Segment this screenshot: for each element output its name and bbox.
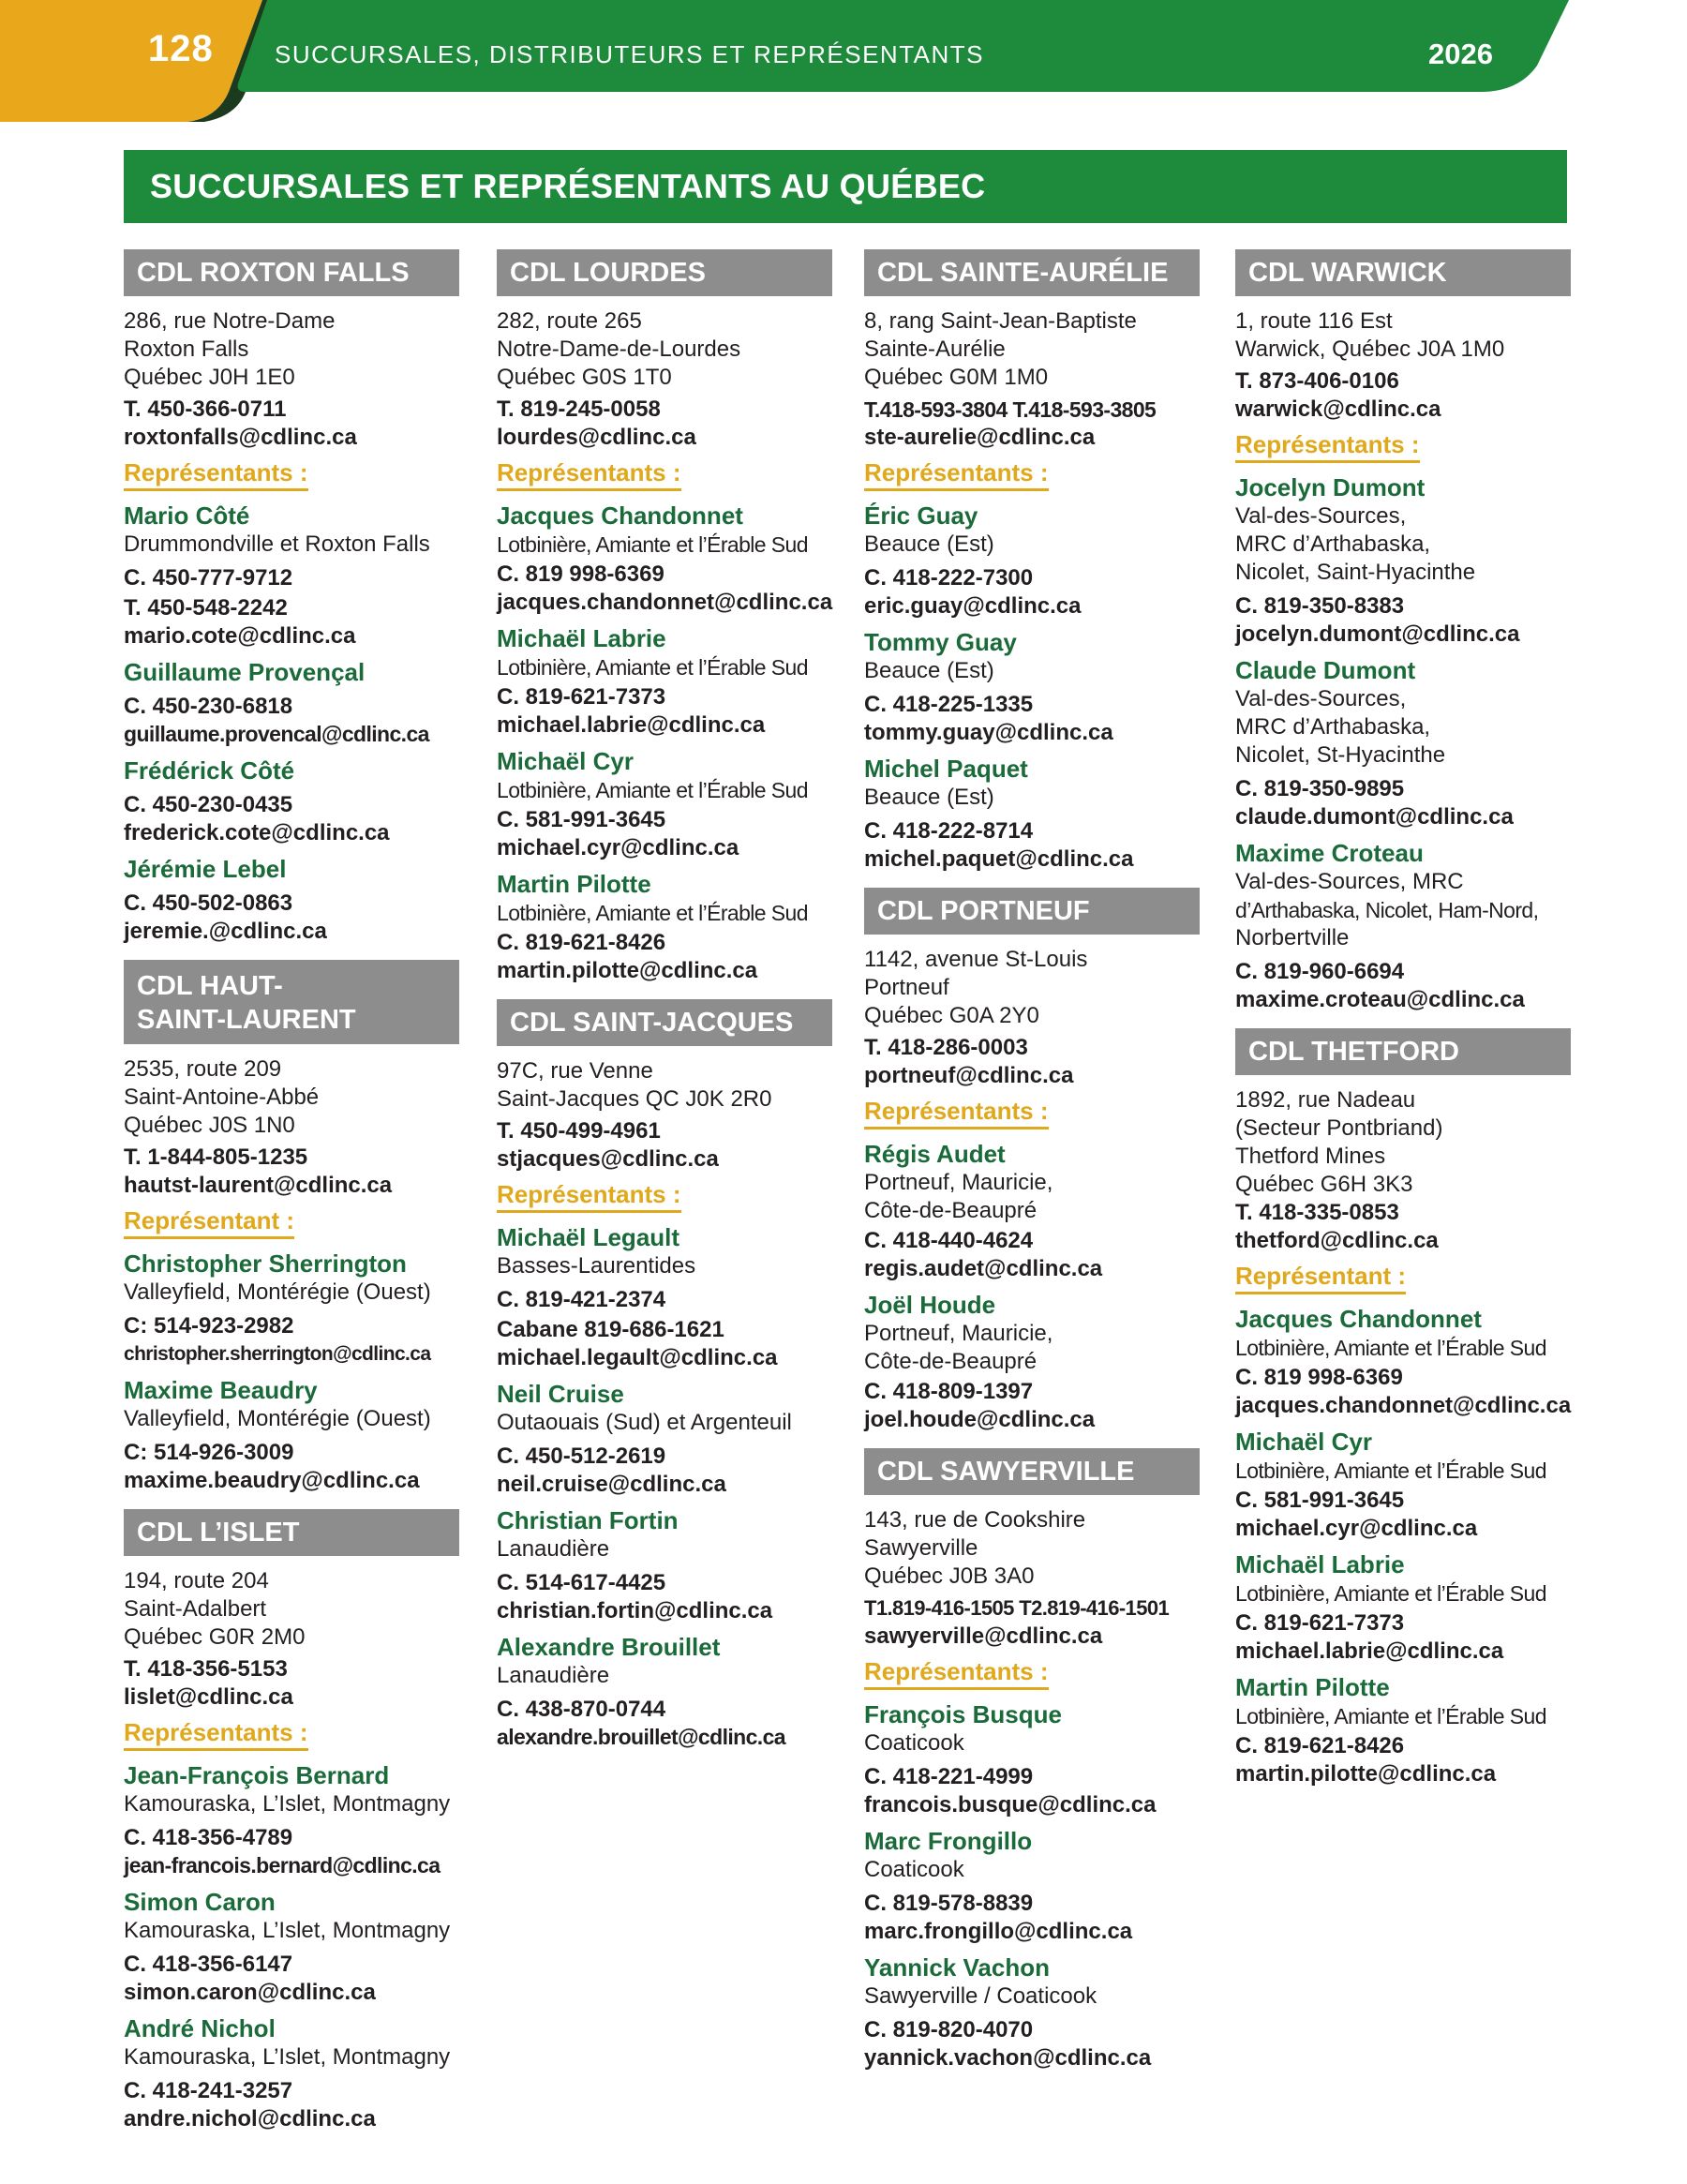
- column-1: [124, 249, 463, 2147]
- rep-email[interactable]: jocelyn.dumont@cdlinc.ca: [1235, 621, 1520, 647]
- rep-phone: C. 819-350-8383: [1235, 593, 1405, 619]
- address-line: Notre-Dame-de-Lourdes: [497, 337, 741, 362]
- representatives-label: Représentants :: [1235, 430, 1420, 463]
- address-line: Saint-Jacques QC J0K 2R0: [497, 1086, 772, 1112]
- running-title: SUCCURSALES, DISTRIBUTEURS ET REPRÉSENTANTS: [275, 40, 984, 68]
- rep-email[interactable]: tommy.guay@cdlinc.ca: [864, 720, 1113, 745]
- rep-phone: C: 514-926-3009: [124, 1440, 294, 1465]
- representatives-label: Représentants :: [497, 1180, 681, 1213]
- branch-heading: CDL SAWYERVILLE: [864, 1448, 1200, 1495]
- address-line: 1142, avenue St-Louis: [864, 947, 1088, 972]
- branch-heading: CDL THETFORD: [1235, 1028, 1571, 1075]
- rep-area: Val-des-Sources, MRC: [1235, 869, 1464, 894]
- rep-name: Michaël Legault: [497, 1223, 680, 1251]
- rep-name: Christian Fortin: [497, 1506, 679, 1534]
- rep-phone: C. 418-221-4999: [864, 1764, 1034, 1789]
- rep-area: Drummondville et Roxton Falls: [124, 531, 430, 557]
- rep-email[interactable]: andre.nichol@cdlinc.ca: [124, 2106, 376, 2132]
- header-band: [0, 0, 1687, 122]
- address-line: Sawyerville: [864, 1535, 978, 1561]
- rep-name: Martin Pilotte: [1235, 1673, 1390, 1701]
- rep-phone: C. 819 998-6369: [1235, 1365, 1403, 1390]
- branch-heading: CDL ROXTON FALLS: [124, 249, 459, 296]
- rep-entry: [124, 657, 463, 748]
- rep-area: Lotbinière, Amiante et l’Érable Sud: [1235, 1704, 1546, 1728]
- rep-phone: Cabane 819-686-1621: [497, 1317, 724, 1342]
- rep-phone: C. 819-621-8426: [497, 930, 666, 955]
- rep-name: Jacques Chandonnet: [497, 501, 743, 530]
- rep-entry: [497, 869, 836, 984]
- branch-heading: CDL PORTNEUF: [864, 888, 1200, 935]
- rep-email[interactable]: marc.frongillo@cdlinc.ca: [864, 1919, 1133, 1944]
- address-line: 282, route 265: [497, 308, 642, 334]
- rep-email[interactable]: martin.pilotte@cdlinc.ca: [497, 958, 758, 983]
- rep-email[interactable]: maxime.croteau@cdlinc.ca: [1235, 987, 1525, 1012]
- rep-phone: C. 418-440-4624: [864, 1228, 1034, 1253]
- rep-area: Kamouraska, L’Islet, Montmagny: [124, 1918, 451, 1943]
- branch-heading-line: CDL HAUT-: [137, 971, 283, 1001]
- rep-name: François Busque: [864, 1700, 1062, 1728]
- section-banner: [124, 150, 1567, 223]
- representatives-label: Représentants :: [124, 458, 308, 491]
- rep-email[interactable]: simon.caron@cdlinc.ca: [124, 1980, 376, 2005]
- rep-email[interactable]: francois.busque@cdlinc.ca: [864, 1792, 1157, 1818]
- rep-area: Lotbinière, Amiante et l’Érable Sud: [497, 532, 808, 557]
- rep-phone: C. 819-960-6694: [1235, 959, 1405, 984]
- address-line: Thetford Mines: [1235, 1144, 1386, 1169]
- branch-email[interactable]: hautst-laurent@cdlinc.ca: [124, 1173, 393, 1198]
- branch-portneuf: [864, 888, 1203, 1433]
- branch-phone: T. 873-406-0106: [1235, 368, 1399, 394]
- column-4: [1235, 249, 1575, 1803]
- representatives-label: Représentants :: [497, 458, 681, 491]
- address-line: Sainte-Aurélie: [864, 337, 1006, 362]
- branch-phone: T. 450-499-4961: [497, 1118, 661, 1144]
- rep-area: Portneuf, Mauricie,: [864, 1321, 1053, 1346]
- branch-email[interactable]: sawyerville@cdlinc.ca: [864, 1623, 1103, 1649]
- address-line: 97C, rue Venne: [497, 1058, 653, 1084]
- rep-phone: C. 438-870-0744: [497, 1697, 666, 1722]
- branch-phone: T. 1-844-805-1235: [124, 1144, 308, 1170]
- rep-entry: [124, 755, 463, 846]
- branch-heading: CDL WARWICK: [1235, 249, 1571, 296]
- address-line: 286, rue Notre-Dame: [124, 308, 336, 334]
- rep-area: Portneuf, Mauricie,: [864, 1170, 1053, 1195]
- rep-phone: C. 581-991-3645: [497, 807, 666, 832]
- rep-phone: C. 418-241-3257: [124, 2078, 293, 2103]
- rep-phone: C. 819-820-4070: [864, 2017, 1034, 2042]
- rep-phone: C: 514-923-2982: [124, 1313, 294, 1339]
- address-line: Warwick, Québec J0A 1M0: [1235, 337, 1505, 362]
- rep-phone: C. 450-512-2619: [497, 1444, 666, 1469]
- rep-email[interactable]: neil.cruise@cdlinc.ca: [497, 1472, 726, 1497]
- rep-email[interactable]: claude.dumont@cdlinc.ca: [1235, 804, 1514, 830]
- rep-area: Nicolet, Saint-Hyacinthe: [1235, 560, 1476, 585]
- rep-name: André Nichol: [124, 2014, 276, 2042]
- branch-lislet: [124, 1509, 463, 2132]
- rep-area: Beauce (Est): [864, 531, 994, 557]
- address-line: Québec G0M 1M0: [864, 365, 1049, 390]
- rep-phone: C. 418-809-1397: [864, 1379, 1034, 1404]
- rep-phone: C. 819-578-8839: [864, 1891, 1034, 1916]
- rep-name: Jacques Chandonnet: [1235, 1305, 1482, 1333]
- address-line: 2535, route 209: [124, 1056, 282, 1082]
- rep-phone: C. 819-350-9895: [1235, 776, 1405, 801]
- rep-name: Neil Cruise: [497, 1380, 624, 1408]
- branch-lourdes: [497, 249, 836, 984]
- rep-email[interactable]: michael.cyr@cdlinc.ca: [497, 835, 739, 860]
- rep-name: Guillaume Provençal: [124, 658, 366, 686]
- rep-name: Michaël Cyr: [1235, 1428, 1372, 1456]
- rep-area: MRC d’Arthabaska,: [1235, 531, 1431, 557]
- address-line: Québec G6H 3K3: [1235, 1172, 1413, 1197]
- branch-phone: T. 450-366-0711: [124, 396, 287, 422]
- section-title: SUCCURSALES ET REPRÉSENTANTS AU QUÉBEC: [150, 167, 986, 205]
- rep-area: Val-des-Sources,: [1235, 686, 1407, 711]
- rep-entry: [864, 754, 1203, 873]
- rep-email[interactable]: maxime.beaudry@cdlinc.ca: [124, 1468, 420, 1493]
- address-line: Saint-Adalbert: [124, 1596, 267, 1622]
- rep-entry: [1235, 1549, 1575, 1665]
- rep-entry: [124, 2013, 463, 2132]
- rep-email[interactable]: jean-francois.bernard@cdlinc.ca: [124, 1853, 440, 1877]
- rep-email[interactable]: frederick.cote@cdlinc.ca: [124, 820, 390, 845]
- rep-area: Beauce (Est): [864, 785, 994, 810]
- rep-entry: [864, 1699, 1203, 1818]
- rep-email[interactable]: christian.fortin@cdlinc.ca: [497, 1598, 773, 1623]
- rep-email[interactable]: jeremie.@cdlinc.ca: [124, 919, 327, 944]
- branch-warwick: [1235, 249, 1575, 1013]
- rep-name: Claude Dumont: [1235, 656, 1416, 684]
- rep-email[interactable]: martin.pilotte@cdlinc.ca: [1235, 1761, 1497, 1787]
- branch-phone: T. 819-245-0058: [497, 396, 661, 422]
- rep-area: Kamouraska, L’Islet, Montmagny: [124, 1791, 451, 1817]
- branch-phone: T. 418-356-5153: [124, 1656, 288, 1682]
- rep-name: Michaël Labrie: [497, 624, 666, 652]
- rep-email[interactable]: michael.labrie@cdlinc.ca: [497, 712, 766, 738]
- rep-phone: C. 418-356-6147: [124, 1952, 293, 1977]
- rep-email[interactable]: guillaume.provencal@cdlinc.ca: [124, 722, 429, 746]
- rep-email[interactable]: jacques.chandonnet@cdlinc.ca: [1235, 1393, 1572, 1418]
- address-line: Québec J0S 1N0: [124, 1113, 295, 1138]
- rep-name: Maxime Croteau: [1235, 839, 1424, 867]
- rep-area: Val-des-Sources,: [1235, 503, 1407, 529]
- rep-entry: [124, 501, 463, 650]
- rep-entry: [1235, 838, 1575, 1013]
- rep-phone: C. 450-230-6818: [124, 694, 293, 719]
- branch-heading: CDL LOURDES: [497, 249, 832, 296]
- rep-phone: C. 819 998-6369: [497, 561, 664, 587]
- branch-phone: T1.819-416-1505 T2.819-416-1501: [864, 1596, 1170, 1620]
- branch-phone: T.418-593-3804 T.418-593-3805: [864, 397, 1157, 422]
- rep-entry: [497, 1505, 836, 1624]
- rep-entry: [497, 746, 836, 861]
- address-line: 8, rang Saint-Jean-Baptiste: [864, 308, 1137, 334]
- branch-heading: CDL SAINTE-AURÉLIE: [864, 249, 1200, 296]
- rep-name: Michel Paquet: [864, 755, 1028, 783]
- branch-heading: [124, 960, 459, 1044]
- branch-email[interactable]: lislet@cdlinc.ca: [124, 1684, 293, 1710]
- rep-area: Beauce (Est): [864, 658, 994, 683]
- rep-phone: C. 514-617-4425: [497, 1570, 666, 1595]
- branch-email[interactable]: portneuf@cdlinc.ca: [864, 1063, 1074, 1088]
- rep-phone: C. 418-222-7300: [864, 565, 1034, 591]
- rep-area: Coaticook: [864, 1857, 964, 1882]
- branch-email[interactable]: lourdes@cdlinc.ca: [497, 425, 696, 450]
- rep-phone: C. 450-777-9712: [124, 565, 293, 591]
- branch-phone: T. 418-335-0853: [1235, 1200, 1399, 1225]
- rep-email[interactable]: michael.cyr@cdlinc.ca: [1235, 1516, 1478, 1541]
- rep-name: Jean-François Bernard: [124, 1761, 390, 1789]
- address-line: Saint-Antoine-Abbé: [124, 1085, 320, 1110]
- rep-entry: [124, 1760, 463, 1879]
- rep-phone: C. 418-222-8714: [864, 818, 1034, 844]
- rep-name: Jérémie Lebel: [124, 855, 287, 883]
- rep-area: Lotbinière, Amiante et l’Érable Sud: [1235, 1458, 1546, 1483]
- branch-email[interactable]: roxtonfalls@cdlinc.ca: [124, 425, 357, 450]
- rep-entry: [1235, 1672, 1575, 1788]
- branch-email[interactable]: ste-aurelie@cdlinc.ca: [864, 425, 1096, 450]
- address-line: Portneuf: [864, 975, 949, 1000]
- rep-entry: [864, 501, 1203, 620]
- branch-phone: T. 418-286-0003: [864, 1035, 1028, 1060]
- rep-name: Simon Caron: [124, 1888, 276, 1916]
- rep-name: Frédérick Côté: [124, 756, 295, 785]
- address-line: 194, route 204: [124, 1568, 269, 1593]
- rep-email[interactable]: jacques.chandonnet@cdlinc.ca: [497, 590, 833, 615]
- rep-entry: [1235, 655, 1575, 830]
- rep-email[interactable]: eric.guay@cdlinc.ca: [864, 593, 1082, 619]
- branch-sainte-aurelie: [864, 249, 1203, 873]
- rep-email[interactable]: alexandre.brouillet@cdlinc.ca: [497, 1725, 785, 1749]
- rep-phone: C. 450-230-0435: [124, 792, 293, 817]
- representatives-label: Représentant :: [1235, 1262, 1406, 1294]
- rep-entry: [497, 1632, 836, 1751]
- rep-area: Côte-de-Beaupré: [864, 1349, 1038, 1374]
- rep-email[interactable]: christopher.sherrington@cdlinc.ca: [124, 1343, 431, 1365]
- branch-email[interactable]: thetford@cdlinc.ca: [1235, 1228, 1439, 1253]
- rep-phone: C. 819-621-7373: [497, 684, 666, 710]
- rep-name: Maxime Beaudry: [124, 1376, 318, 1404]
- rep-entry: [864, 1290, 1203, 1433]
- rep-name: Tommy Guay: [864, 628, 1017, 656]
- rep-area: Lanaudière: [497, 1663, 610, 1688]
- rep-phone: C. 450-502-0863: [124, 890, 293, 916]
- rep-name: Martin Pilotte: [497, 870, 651, 898]
- rep-phone: C. 819-621-7373: [1235, 1610, 1405, 1636]
- branch-roxton-falls: [124, 249, 463, 945]
- rep-name: Christopher Sherrington: [124, 1249, 407, 1278]
- address-line: (Secteur Pontbriand): [1235, 1115, 1443, 1141]
- rep-area: Lotbinière, Amiante et l’Érable Sud: [1235, 1336, 1546, 1360]
- rep-entry: [1235, 1427, 1575, 1542]
- rep-email[interactable]: joel.houde@cdlinc.ca: [864, 1407, 1096, 1432]
- representatives-label: Représentants :: [864, 1657, 1049, 1690]
- rep-area: Lotbinière, Amiante et l’Érable Sud: [497, 655, 808, 680]
- rep-area: Coaticook: [864, 1730, 964, 1756]
- branch-heading: CDL SAINT-JACQUES: [497, 999, 832, 1046]
- address-line: Québec J0B 3A0: [864, 1563, 1035, 1589]
- rep-entry: [497, 1379, 836, 1498]
- rep-area: Basses-Laurentides: [497, 1253, 696, 1279]
- representatives-label: Représentants :: [124, 1718, 308, 1751]
- representatives-label: Représentants :: [864, 1097, 1049, 1129]
- branch-sawyerville: [864, 1448, 1203, 2072]
- rep-area: Lotbinière, Amiante et l’Érable Sud: [1235, 1581, 1546, 1606]
- rep-area: Nicolet, St-Hyacinthe: [1235, 742, 1446, 768]
- rep-entry: [864, 1952, 1203, 2072]
- address-line: 143, rue de Cookshire: [864, 1507, 1086, 1533]
- rep-phone: C. 819-421-2374: [497, 1287, 666, 1312]
- rep-name: Michaël Labrie: [1235, 1550, 1405, 1578]
- rep-entry: [1235, 1304, 1575, 1419]
- rep-area: Sawyerville / Coaticook: [864, 1983, 1097, 2009]
- year-label: 2026: [1428, 37, 1493, 70]
- rep-email[interactable]: michael.legault@cdlinc.ca: [497, 1345, 778, 1370]
- address-line: Québec G0R 2M0: [124, 1624, 306, 1650]
- branch-heading: CDL L’ISLET: [124, 1509, 459, 1556]
- rep-area: Lotbinière, Amiante et l’Érable Sud: [497, 778, 808, 802]
- column-3: [864, 249, 1203, 2087]
- rep-phone: C. 819-621-8426: [1235, 1733, 1405, 1758]
- rep-area: Kamouraska, L’Islet, Montmagny: [124, 2044, 451, 2070]
- address-line: Québec G0S 1T0: [497, 365, 672, 390]
- rep-entry: [497, 623, 836, 739]
- rep-area: d’Arthabaska, Nicolet, Ham-Nord,: [1235, 898, 1539, 922]
- rep-entry: [124, 1887, 463, 2006]
- rep-name: Régis Audet: [864, 1140, 1006, 1168]
- rep-entry: [124, 1375, 463, 1494]
- rep-area: Côte-de-Beaupré: [864, 1198, 1038, 1223]
- representatives-label: Représentants :: [864, 458, 1049, 491]
- rep-name: Michaël Cyr: [497, 747, 634, 775]
- address-line: 1892, rue Nadeau: [1235, 1087, 1416, 1113]
- rep-phone: C. 418-356-4789: [124, 1825, 293, 1850]
- rep-area: MRC d’Arthabaska,: [1235, 714, 1431, 740]
- rep-name: Alexandre Brouillet: [497, 1633, 721, 1661]
- rep-email[interactable]: mario.cote@cdlinc.ca: [124, 623, 356, 649]
- rep-name: Jocelyn Dumont: [1235, 473, 1426, 501]
- rep-name: Marc Frongillo: [864, 1827, 1033, 1855]
- rep-entry: [864, 627, 1203, 746]
- rep-entry: [124, 1249, 463, 1368]
- rep-entry: [864, 1139, 1203, 1282]
- page-number: 128: [148, 28, 214, 69]
- branch-thetford: [1235, 1028, 1575, 1788]
- rep-phone: C. 418-225-1335: [864, 692, 1034, 717]
- rep-area: Lotbinière, Amiante et l’Érable Sud: [497, 901, 808, 925]
- rep-entry: [497, 501, 836, 616]
- rep-area: Valleyfield, Montérégie (Ouest): [124, 1406, 431, 1431]
- rep-area: Valleyfield, Montérégie (Ouest): [124, 1279, 431, 1305]
- rep-area: Outaouais (Sud) et Argenteuil: [497, 1410, 792, 1435]
- rep-area: Norbertville: [1235, 925, 1350, 950]
- rep-email[interactable]: yannick.vachon@cdlinc.ca: [864, 2045, 1152, 2071]
- branch-email[interactable]: stjacques@cdlinc.ca: [497, 1146, 719, 1172]
- rep-email[interactable]: michel.paquet@cdlinc.ca: [864, 846, 1134, 872]
- rep-name: Joël Houde: [864, 1291, 996, 1319]
- representatives-label: Représentant :: [124, 1206, 294, 1239]
- rep-entry: [1235, 472, 1575, 648]
- rep-entry: [497, 1222, 836, 1371]
- rep-phone: T. 450-548-2242: [124, 595, 288, 621]
- rep-email[interactable]: michael.labrie@cdlinc.ca: [1235, 1638, 1504, 1664]
- rep-email[interactable]: regis.audet@cdlinc.ca: [864, 1256, 1103, 1281]
- branch-heading-line: SAINT-LAURENT: [137, 1005, 356, 1035]
- rep-name: Yannick Vachon: [864, 1953, 1050, 1982]
- rep-entry: [864, 1826, 1203, 1945]
- rep-name: Éric Guay: [864, 501, 978, 530]
- address-line: 1, route 116 Est: [1235, 308, 1393, 334]
- rep-area: Lanaudière: [497, 1536, 610, 1562]
- address-line: Roxton Falls: [124, 337, 249, 362]
- rep-entry: [124, 854, 463, 945]
- rep-phone: C. 581-991-3645: [1235, 1488, 1405, 1513]
- rep-name: Mario Côté: [124, 501, 250, 530]
- branch-email[interactable]: warwick@cdlinc.ca: [1235, 396, 1441, 422]
- column-2: [497, 249, 836, 1766]
- branch-saint-jacques: [497, 999, 836, 1751]
- branch-haut-saint-laurent: [124, 960, 463, 1494]
- address-line: Québec J0H 1E0: [124, 365, 295, 390]
- address-line: Québec G0A 2Y0: [864, 1003, 1039, 1028]
